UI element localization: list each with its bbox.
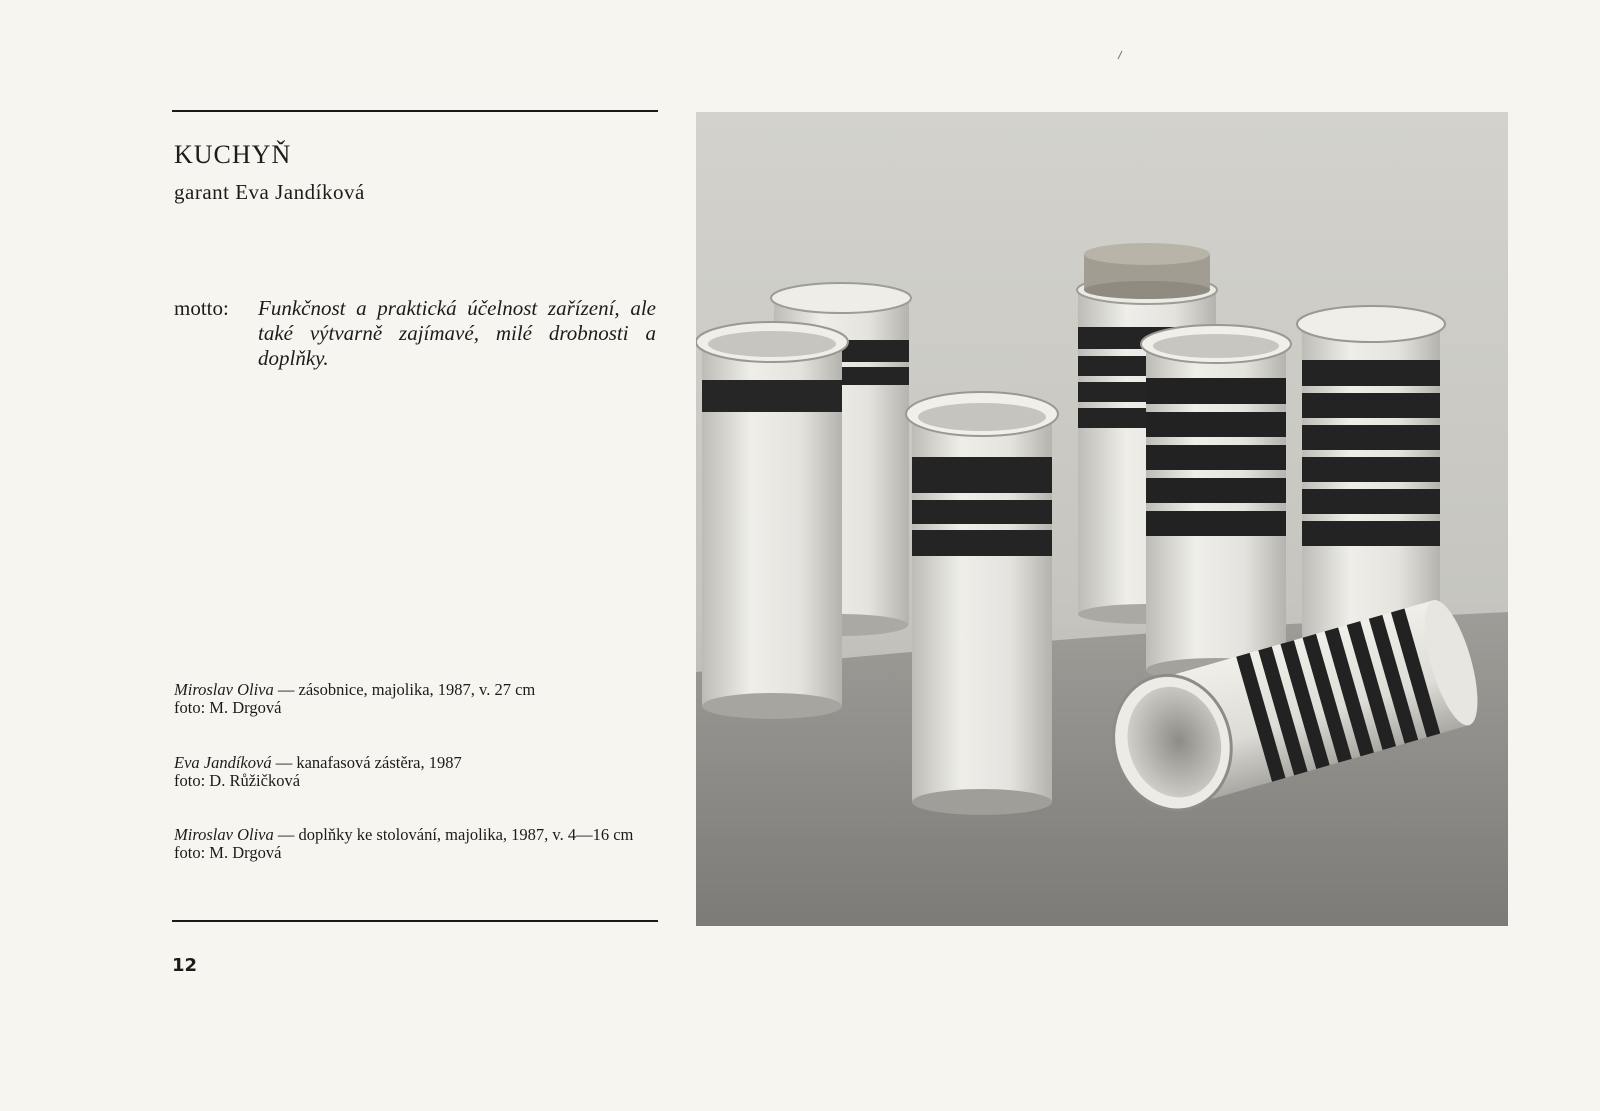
caption-1 [174, 681, 664, 717]
jar-front-left [696, 322, 848, 719]
motto-text: Funkčnost a praktická účelnost zařízení, ale také výtvarně zajímavé, milé drobnosti a doplňky. [258, 296, 656, 370]
caption-credit: foto: M. Drgová [174, 698, 282, 717]
motto-label: motto: [174, 296, 229, 320]
caption-credit: foto: M. Drgová [174, 843, 282, 862]
paper-speck [1117, 50, 1123, 60]
caption-description: — zásobnice, majolika, 1987, v. 27 cm [273, 680, 536, 699]
jar-center-front [906, 392, 1058, 815]
caption-description: — doplňky ke stolování, majolika, 1987, v. 4—16 cm [273, 825, 634, 844]
page-number: 12 [172, 955, 198, 976]
ceramic-jars-photo [696, 112, 1508, 926]
caption-author: Miroslav Oliva [174, 680, 274, 699]
caption-2 [174, 754, 664, 790]
top-rule [172, 110, 658, 112]
caption-credit: foto: D. Růžičková [174, 771, 301, 790]
caption-3 [174, 826, 664, 862]
caption-description: — kanafasová zástěra, 1987 [271, 753, 462, 772]
jar-middle-right [1141, 325, 1291, 682]
caption-author: Eva Jandíková [174, 753, 272, 772]
section-title: KUCHYŇ [174, 140, 292, 169]
bottom-rule [172, 920, 658, 922]
section-garant: garant Eva Jandíková [174, 180, 365, 204]
caption-author: Miroslav Oliva [174, 825, 274, 844]
